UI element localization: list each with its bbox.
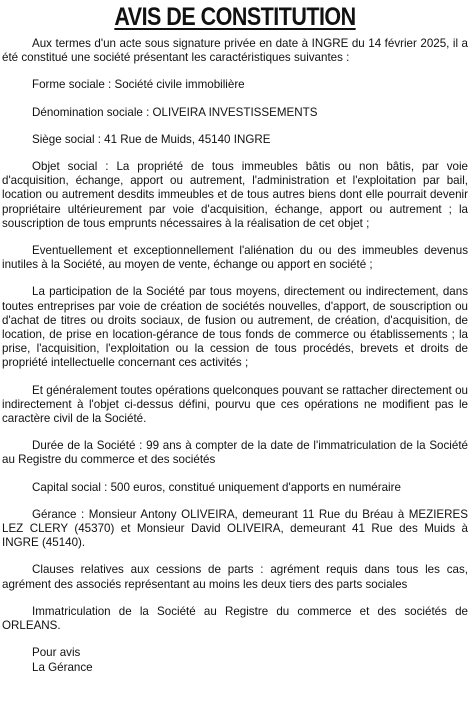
paragraph-registered-office: Siège social : 41 Rue de Muids, 45140 INGRE: [32, 132, 271, 146]
paragraph-management: Gérance : Monsieur Antony OLIVEIRA, demeurant 11 Rue du Bréau à MEZIERES LEZ CLERY (45370) et Monsieur David OLIVEIRA, demeurant 41 Rue des Muids à INGRE (45140).: [2, 507, 468, 550]
paragraph-participation: La participation de la Société par tous moyens, directement ou indirectement, dans toutes entreprises par voie de création de sociétés nouvelles, d'apport, de souscription ou d'achat de titres ou droits sociaux, de fusion ou autrement, de création, d'acquisition, de location, de prise en location-gérance de tous fonds de commerce ou établissements ; la prise, l'acquisition, l'exploitation ou la cession de tous procédés, brevets et droits de propriété intellectuelle concernant ces activités ;: [2, 285, 468, 370]
paragraph-general-operations: Et généralement toutes opérations quelconques pouvant se rattacher directement ou indirectement à l'objet ci-dessus défini, pourvu que ces opérations ne modifient pas le caractère civil de la Société.: [2, 383, 468, 426]
paragraph-duration: Durée de la Société : 99 ans à compter de la date de l'immatriculation de la Société au Registre du commerce et des sociétés: [2, 439, 468, 467]
signoff-pour-avis: Pour avis: [32, 646, 81, 660]
paragraph-company-name: Dénomination sociale : OLIVEIRA INVESTISSEMENTS: [32, 105, 318, 119]
notice-title: AVIS DE CONSTITUTION: [114, 3, 356, 31]
paragraph-corporate-purpose: Objet social : La propriété de tous immeubles bâtis ou non bâtis, par voie d'acquisition, échange, apport ou autrement, l'administration et l'exploitation par bail, location ou autrement desdits immeubles et de tous autres biens dont elle pourrait devenir propriétaire ultérieurement par voie d'acquisition, échange, apport ou autrement ; la souscription de tous emprunts nécessaires à la réalisation de cet objet ;: [2, 160, 468, 230]
paragraph-registration: Immatriculation de la Société au Registre du commerce et des sociétés de ORLEANS.: [2, 604, 468, 633]
paragraph-share-transfer: Clauses relatives aux cessions de parts : agrément requis dans tous les cas, agrément des associés représentant au moins les deux tiers des parts sociales: [2, 563, 468, 591]
signoff-la-gerance: La Gérance: [32, 660, 93, 674]
paragraph-alienation: Eventuellement et exceptionnellement l'aliénation du ou des immeubles devenus inutiles à la Société, au moyen de vente, échange ou apport en société ;: [2, 244, 468, 272]
paragraph-share-capital: Capital social : 500 euros, constitué uniquement d'apports en numéraire: [32, 480, 401, 494]
paragraph-legal-form: Forme sociale : Société civile immobilière: [32, 78, 245, 92]
paragraph-intro: Aux termes d'un acte sous signature privée en date à INGRE du 14 février 2025, il a été constitué une société présentant les caractéristiques suivantes :: [2, 37, 468, 65]
